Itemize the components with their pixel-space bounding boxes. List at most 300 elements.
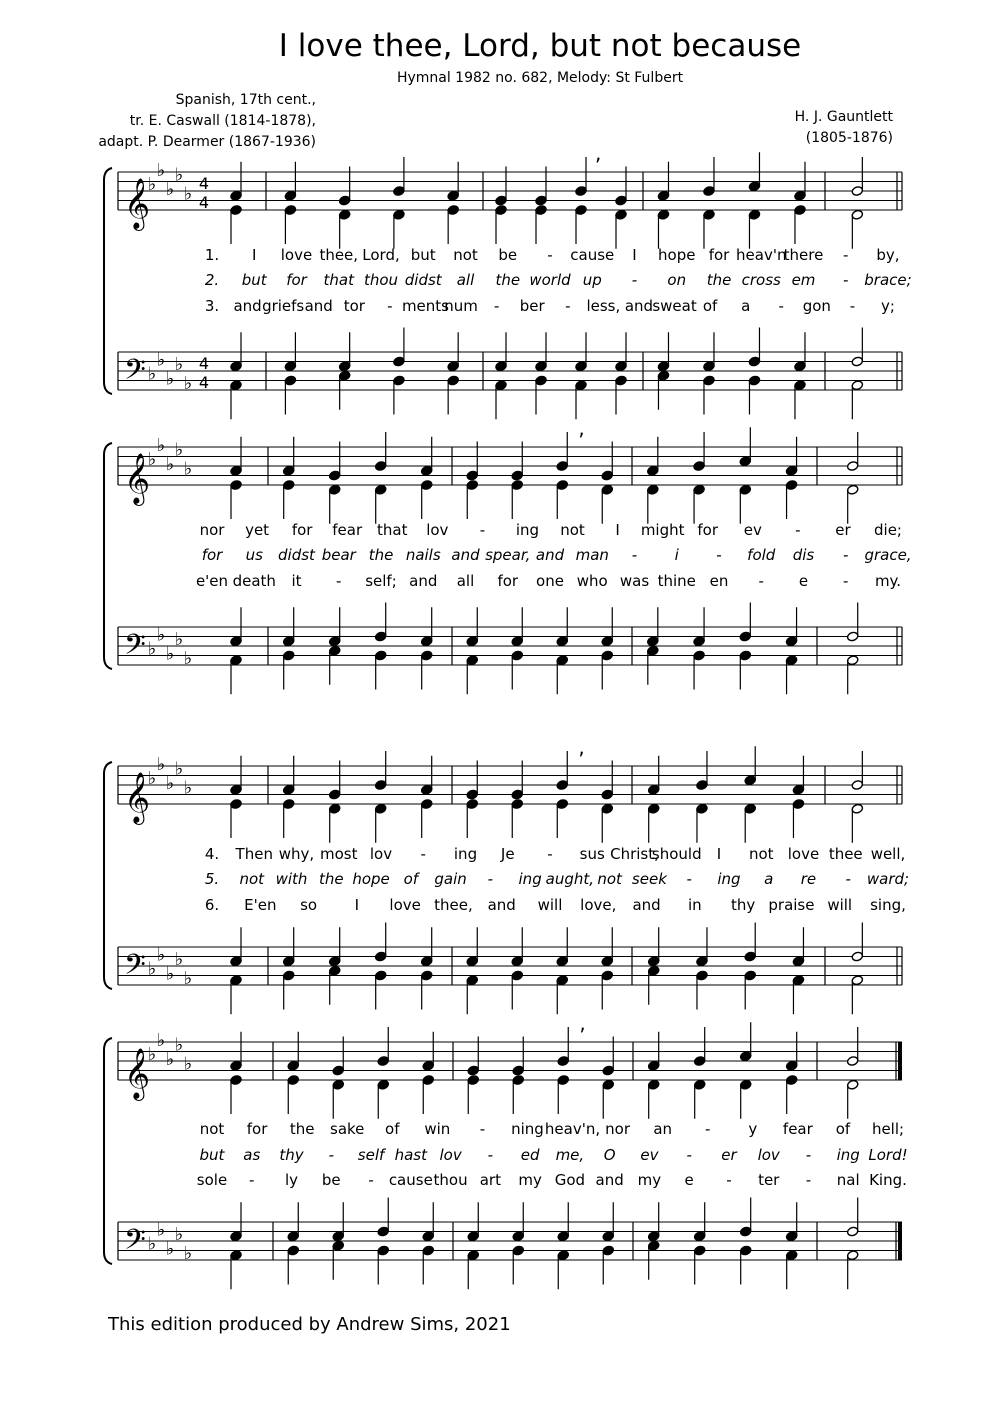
lyric-syllable: 5. xyxy=(204,870,220,888)
lyric-syllable: grace, xyxy=(864,546,912,564)
lyric-syllable: world xyxy=(529,271,571,289)
lyric-syllable: it xyxy=(291,572,302,590)
note-head xyxy=(602,1065,614,1076)
lyric-syllable: love, xyxy=(580,896,617,914)
lyric-hyphen: - xyxy=(805,1171,812,1189)
flat-sign: ♭ xyxy=(147,958,157,980)
lyric-syllable: love xyxy=(787,845,820,863)
note-head xyxy=(535,375,547,386)
lyric-syllable: bear xyxy=(321,546,356,564)
note-head xyxy=(575,380,587,391)
lyric-hyphen: - xyxy=(631,546,638,564)
note-head xyxy=(657,361,669,372)
note-head xyxy=(420,799,432,810)
note-head xyxy=(556,780,568,791)
flat-sign: ♭ xyxy=(156,753,166,775)
lyric-syllable: not xyxy=(597,870,622,888)
lyric-syllable: and xyxy=(233,297,262,315)
lyric-hyphen: - xyxy=(686,1146,692,1164)
hymn-subtitle: Hymnal 1982 no. 682, Melody: St Fulbert xyxy=(396,70,684,86)
note-head xyxy=(511,956,523,967)
note-head xyxy=(615,195,627,206)
lyric-syllable: the xyxy=(706,271,732,289)
music-credit-line-2: (1805-1876) xyxy=(805,130,893,146)
note-head xyxy=(739,1079,751,1090)
note-head xyxy=(447,190,459,201)
flat-sign: ♭ xyxy=(174,949,184,970)
lyric-syllable: one xyxy=(536,572,564,590)
lyric-syllable: in xyxy=(688,896,702,914)
note-head xyxy=(785,655,797,666)
note-head xyxy=(447,205,459,216)
lyric-syllable: Lord, xyxy=(362,246,400,264)
flat-sign: ♭ xyxy=(165,368,175,390)
note-head xyxy=(338,209,350,220)
lyric-syllable: em xyxy=(791,271,816,289)
note-head xyxy=(466,480,478,491)
system-2 xyxy=(104,416,912,694)
note-head xyxy=(647,784,659,795)
note-head xyxy=(792,799,804,810)
lyric-syllable: spear, xyxy=(485,546,531,564)
note-head xyxy=(332,1240,344,1251)
note-head xyxy=(794,190,806,201)
lyric-syllable: aught, xyxy=(545,870,595,888)
lyric-syllable: my xyxy=(518,1171,542,1189)
note-head xyxy=(535,205,547,216)
lyric-syllable: E'en xyxy=(244,896,277,914)
note-head xyxy=(693,1079,705,1090)
lyric-syllable: sweat xyxy=(652,297,697,315)
note-head xyxy=(230,1250,242,1261)
breath-mark: , xyxy=(595,141,602,165)
lyric-syllable: me, xyxy=(555,1146,585,1164)
note-head xyxy=(739,1245,751,1256)
note-head xyxy=(511,470,523,481)
note-head xyxy=(744,970,756,981)
lyric-hyphen: - xyxy=(686,870,692,888)
lyric-syllable: the xyxy=(289,1120,315,1138)
lyric-syllable: of xyxy=(385,1120,400,1138)
lyric-syllable: God xyxy=(554,1171,586,1189)
lyric-syllable: heav'n, xyxy=(544,1120,601,1138)
lyric-syllable: didst xyxy=(278,546,315,564)
lyric-syllable: y xyxy=(748,1120,758,1138)
flat-sign: ♭ xyxy=(165,643,175,665)
lyric-syllable: death xyxy=(232,572,276,590)
lyric-syllable: ing xyxy=(836,1146,860,1164)
lyric-syllable: nor xyxy=(605,1120,631,1138)
note-head xyxy=(556,636,568,647)
note-head xyxy=(466,799,478,810)
lyric-syllable: 3. xyxy=(204,297,220,315)
note-head xyxy=(794,361,806,372)
note-head xyxy=(374,484,386,495)
flat-sign: ♭ xyxy=(156,944,166,966)
lyric-syllable: and xyxy=(632,896,661,914)
lyric-syllable: that xyxy=(323,271,354,289)
lyric-hyphen: - xyxy=(849,297,856,315)
note-head xyxy=(647,956,659,967)
lyric-syllable: a xyxy=(764,870,774,888)
note-head xyxy=(785,1250,797,1261)
note-head xyxy=(466,470,478,481)
note-head xyxy=(230,636,242,647)
note-head xyxy=(647,1240,659,1251)
note-head xyxy=(511,799,523,810)
note-head xyxy=(393,356,405,367)
lyric-syllable: my xyxy=(637,1171,662,1189)
system-4 xyxy=(104,1011,908,1289)
note-head xyxy=(557,1250,569,1261)
note-head xyxy=(601,470,613,481)
lyric-hyphen: - xyxy=(843,271,849,289)
lyric-syllable: ning xyxy=(511,1120,544,1138)
lyric-syllable: of xyxy=(702,297,718,315)
note-head xyxy=(785,1060,797,1071)
music-credit-line-1: H. J. Gauntlett xyxy=(794,109,893,125)
lyric-syllable: cause xyxy=(388,1171,433,1189)
note-head xyxy=(467,1065,479,1076)
lyric-syllable: of xyxy=(403,870,419,888)
note-head xyxy=(556,799,568,810)
lyric-syllable: cause xyxy=(570,246,615,264)
note-head xyxy=(794,380,806,391)
note-head xyxy=(328,636,340,647)
flat-sign: ♭ xyxy=(174,164,184,186)
lyric-syllable: with xyxy=(275,870,308,888)
flat-sign: ♭ xyxy=(147,638,157,660)
lyric-syllable: en xyxy=(709,572,729,590)
bass-clef: 𝄢 xyxy=(124,1223,146,1264)
note-head xyxy=(615,209,627,220)
note-head xyxy=(420,480,432,491)
lyric-syllable: lov xyxy=(369,845,393,863)
note-head xyxy=(647,645,659,656)
note-head xyxy=(657,209,669,220)
note-head xyxy=(744,775,756,786)
note-head xyxy=(374,631,386,642)
time-signature-bottom: 4 xyxy=(198,193,210,212)
time-signature-top: 4 xyxy=(198,174,210,193)
lyric-syllable: and xyxy=(409,572,438,590)
breath-mark: , xyxy=(579,1011,586,1035)
note-head xyxy=(332,1079,344,1090)
lyric-syllable: er xyxy=(721,1146,737,1164)
note-head xyxy=(615,375,627,386)
lyric-hyphen: - xyxy=(843,546,849,564)
lyric-hyphen: - xyxy=(387,297,393,315)
lyric-hyphen: - xyxy=(843,572,849,590)
note-head xyxy=(601,650,613,661)
lyric-syllable: for xyxy=(246,1120,268,1138)
lyric-syllable: Lord! xyxy=(868,1146,908,1164)
note-head xyxy=(511,970,523,981)
note-head xyxy=(647,636,659,647)
lyric-syllable: might xyxy=(640,521,685,539)
lyric-syllable: for xyxy=(497,572,519,590)
note-head xyxy=(338,361,350,372)
flat-sign: ♭ xyxy=(147,768,157,789)
note-head xyxy=(693,1231,705,1242)
flat-sign: ♭ xyxy=(156,159,166,181)
flat-sign: ♭ xyxy=(174,629,184,650)
note-head xyxy=(851,186,863,197)
lyric-syllable: for xyxy=(201,546,223,564)
flat-sign: ♭ xyxy=(183,648,193,669)
lyric-syllable: tor xyxy=(343,297,365,315)
note-head xyxy=(420,956,432,967)
note-head xyxy=(282,956,294,967)
note-head xyxy=(703,186,715,197)
note-head xyxy=(647,803,659,814)
treble-clef: 𝄞 xyxy=(124,772,151,823)
lyric-hyphen: - xyxy=(778,297,784,315)
lyric-hyphen: - xyxy=(249,1171,255,1189)
flat-sign: ♭ xyxy=(147,449,157,470)
note-head xyxy=(739,1226,751,1237)
note-head xyxy=(785,1075,797,1086)
lyric-syllable: heav'n xyxy=(736,246,787,264)
note-head xyxy=(447,361,459,372)
lyric-syllable: ing xyxy=(717,870,741,888)
note-head xyxy=(647,965,659,976)
note-head xyxy=(693,484,705,495)
note-head xyxy=(851,356,863,367)
note-head xyxy=(230,380,242,391)
flat-sign: ♭ xyxy=(165,1238,175,1260)
lyric-syllable: on xyxy=(667,271,687,289)
lyric-syllable: ev xyxy=(743,521,762,539)
note-head xyxy=(377,1056,389,1067)
lyric-syllable: 1. xyxy=(204,246,220,264)
note-head xyxy=(703,375,715,386)
note-head xyxy=(374,951,386,962)
lyric-syllable: by, xyxy=(876,246,900,264)
lyric-syllable: King. xyxy=(869,1171,907,1189)
lyric-hyphen: - xyxy=(716,546,722,564)
note-head xyxy=(287,1060,299,1071)
lyric-syllable: and xyxy=(304,297,333,315)
lyric-syllable: for xyxy=(291,521,313,539)
text-credit-line-2: tr. E. Caswall (1814-1878), xyxy=(129,113,316,129)
note-head xyxy=(748,356,760,367)
lyric-syllable: I xyxy=(354,896,360,914)
lyric-syllable: the xyxy=(318,870,344,888)
flat-sign: ♭ xyxy=(183,1243,193,1264)
note-head xyxy=(556,956,568,967)
note-head xyxy=(328,789,340,800)
note-head xyxy=(556,975,568,986)
lyric-syllable: ter xyxy=(758,1171,780,1189)
lyric-syllable: griefs xyxy=(262,297,305,315)
lyric-syllable: ber xyxy=(519,297,545,315)
note-head xyxy=(792,784,804,795)
note-head xyxy=(230,190,242,201)
lyric-syllable: self xyxy=(357,1146,385,1164)
lyric-syllable: Then xyxy=(235,845,273,863)
lyric-hyphen: - xyxy=(547,845,553,863)
lyric-syllable: the xyxy=(368,546,394,564)
lyric-syllable: Je xyxy=(500,845,515,863)
lyric-syllable: ward; xyxy=(866,870,910,888)
lyric-syllable: nor xyxy=(199,521,225,539)
note-head xyxy=(328,956,340,967)
lyric-syllable: fold xyxy=(747,546,776,564)
lyric-hyphen: - xyxy=(493,297,500,315)
note-head xyxy=(420,465,432,476)
lyric-syllable: love xyxy=(389,896,421,914)
lyric-syllable: praise xyxy=(768,896,815,914)
lyric-syllable: e xyxy=(798,572,809,590)
time-signature-top: 4 xyxy=(198,354,210,373)
note-head xyxy=(601,484,613,495)
note-head xyxy=(785,480,797,491)
lyric-syllable: sake xyxy=(330,1120,365,1138)
note-head xyxy=(657,370,669,381)
note-head xyxy=(230,205,242,216)
note-head xyxy=(284,375,296,386)
note-head xyxy=(230,1231,242,1242)
note-head xyxy=(338,370,350,381)
lyric-syllable: O xyxy=(603,1146,616,1164)
lyric-syllable: love xyxy=(280,246,313,264)
flat-sign: ♭ xyxy=(174,1034,184,1056)
note-head xyxy=(287,1231,299,1242)
note-head xyxy=(422,1245,434,1256)
lyric-syllable: thine xyxy=(657,572,696,590)
note-head xyxy=(851,951,863,962)
lyric-syllable: thee xyxy=(828,845,863,863)
lyric-syllable: most xyxy=(320,845,358,863)
lyric-syllable: ev xyxy=(640,1146,659,1164)
lyric-hyphen: - xyxy=(565,297,571,315)
note-head xyxy=(512,1245,524,1256)
flat-sign: ♭ xyxy=(156,1029,166,1051)
treble-clef: 𝄞 xyxy=(124,453,151,504)
note-head xyxy=(785,465,797,476)
flat-sign: ♭ xyxy=(165,772,175,794)
lyric-syllable: er xyxy=(835,521,851,539)
flat-sign: ♭ xyxy=(147,363,157,385)
lyric-syllable: e xyxy=(684,1171,694,1189)
note-head xyxy=(495,205,507,216)
lyric-syllable: was xyxy=(619,572,650,590)
lyric-syllable: ing xyxy=(518,870,542,888)
lyric-syllable: brace; xyxy=(864,271,912,289)
note-head xyxy=(602,1231,614,1242)
note-head xyxy=(328,484,340,495)
note-head xyxy=(422,1060,434,1071)
note-head xyxy=(466,975,478,986)
note-head xyxy=(557,1231,569,1242)
note-head xyxy=(282,799,294,810)
lyric-syllable: i xyxy=(674,546,679,564)
note-head xyxy=(420,650,432,661)
note-head xyxy=(230,799,242,810)
lyric-syllable: die; xyxy=(874,521,902,539)
lyric-syllable: art xyxy=(479,1171,501,1189)
note-head xyxy=(693,650,705,661)
lyric-hyphen: - xyxy=(631,271,638,289)
note-head xyxy=(466,789,478,800)
lyric-hyphen: - xyxy=(479,521,486,539)
lyric-syllable: not xyxy=(239,870,265,888)
lyric-syllable: ing xyxy=(515,521,540,539)
note-head xyxy=(287,1245,299,1256)
lyric-syllable: sus xyxy=(579,845,605,863)
lyric-syllable: not xyxy=(199,1120,225,1138)
note-head xyxy=(739,631,751,642)
note-head xyxy=(420,784,432,795)
note-head xyxy=(602,1245,614,1256)
note-head xyxy=(739,650,751,661)
note-head xyxy=(575,361,587,372)
note-head xyxy=(693,461,705,472)
note-head xyxy=(328,803,340,814)
system-brace xyxy=(104,443,112,669)
note-head xyxy=(282,636,294,647)
note-head xyxy=(696,970,708,981)
lyric-syllable: fear xyxy=(782,1120,813,1138)
text-credit-line-1: Spanish, 17th cent., xyxy=(175,92,316,108)
lyric-syllable: and xyxy=(535,546,565,564)
lyric-syllable: I xyxy=(632,246,637,264)
note-head xyxy=(739,1051,751,1062)
lyric-syllable: and xyxy=(595,1171,624,1189)
hymn-title: I love thee, Lord, but not because xyxy=(278,28,802,64)
note-head xyxy=(744,803,756,814)
note-head xyxy=(511,789,523,800)
lyric-syllable: thy xyxy=(731,896,756,914)
note-head xyxy=(467,1231,479,1242)
note-head xyxy=(851,803,863,814)
lyric-syllable: of xyxy=(835,1120,851,1138)
note-head xyxy=(282,465,294,476)
note-head xyxy=(647,1231,659,1242)
lyric-syllable: I xyxy=(615,521,620,539)
note-head xyxy=(374,461,386,472)
lyric-syllable: nal xyxy=(836,1171,860,1189)
note-head xyxy=(374,650,386,661)
note-head xyxy=(495,195,507,206)
lyric-syllable: hell; xyxy=(871,1120,905,1138)
lyric-syllable: e'en xyxy=(195,572,229,590)
note-head xyxy=(374,803,386,814)
lyric-hyphen: - xyxy=(805,1146,812,1164)
lyric-syllable: but xyxy=(199,1146,225,1164)
note-head xyxy=(556,480,568,491)
lyric-syllable: be xyxy=(498,246,518,264)
lyric-syllable: that xyxy=(377,521,408,539)
note-head xyxy=(696,956,708,967)
note-head xyxy=(466,636,478,647)
note-head xyxy=(846,1250,858,1261)
note-head xyxy=(512,1231,524,1242)
note-head xyxy=(557,1056,569,1067)
note-head xyxy=(785,1231,797,1242)
note-head xyxy=(556,655,568,666)
lyric-syllable: my. xyxy=(874,572,902,590)
lyric-syllable: I xyxy=(716,845,722,863)
note-head xyxy=(332,1065,344,1076)
lyric-syllable: up xyxy=(582,271,602,289)
note-head xyxy=(575,186,587,197)
note-head xyxy=(282,480,294,491)
lyric-syllable: lov xyxy=(757,1146,780,1164)
note-head xyxy=(601,789,613,800)
lyric-syllable: for xyxy=(697,521,719,539)
